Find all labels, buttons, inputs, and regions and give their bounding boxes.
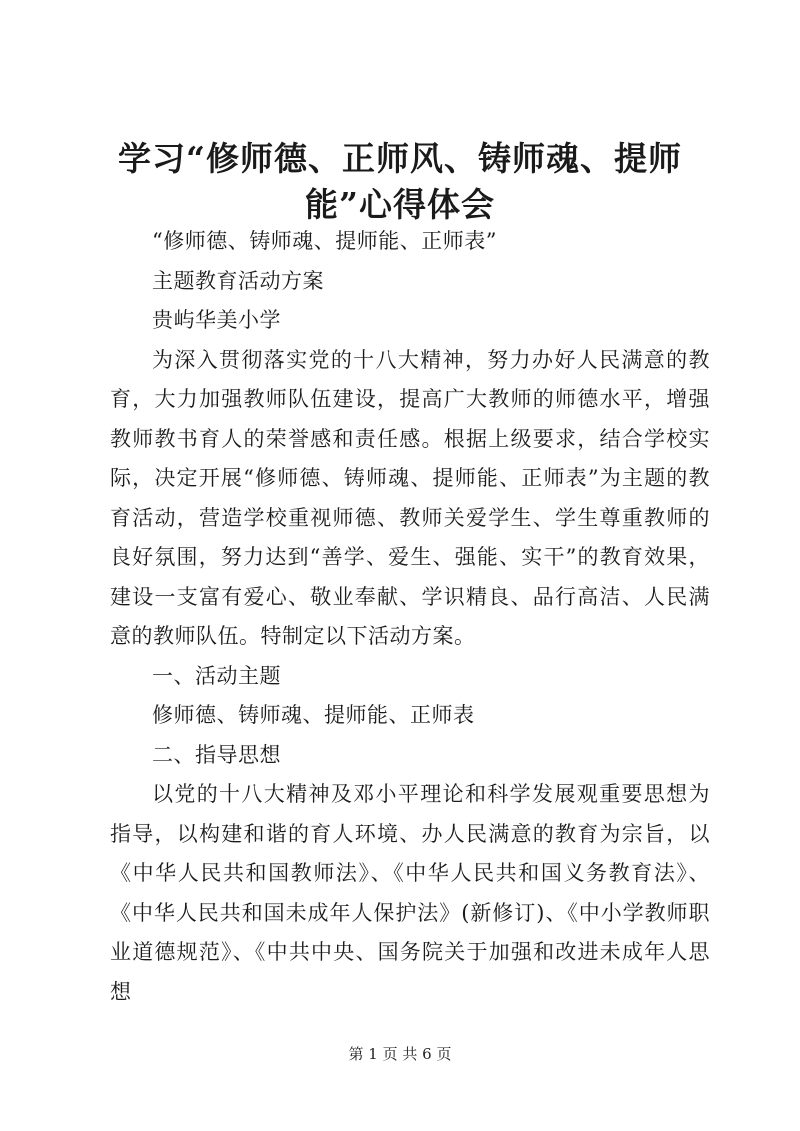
paragraph-theme: 修师德、铸师魂、提师能、正师表 (152, 703, 475, 727)
paragraph-guiding-thought: 以党的十八大精神及邓小平理论和科学发展观重要思想为指导，以构建和谐的育人环境、办人民满意的教育为宗旨，以《中华人民共和国教师法》、《中华人民共和国义务教育法》、《中华人民共和国未成年人保护法》(新修订)、《中小学教师职业道德规范》、《中共中央、国务院关于加强和改进未成年人思想 (110, 782, 710, 1004)
section-heading-guiding-thought: 二、指导思想 (152, 742, 281, 767)
paragraph-subtitle-quote: “修师德、铸师魂、提师能、正师表” (152, 229, 497, 253)
document-body (110, 222, 710, 1012)
document-title: 学习“修师德、正师风、铸师魂、提师能”心得体会 (118, 139, 682, 224)
paragraph-plan-name: 主题教育活动方案 (152, 268, 324, 293)
paragraph-school-name: 贵屿华美小学 (152, 308, 281, 332)
page-number-footer: 第 1 页 共 6 页 (348, 1045, 452, 1063)
paragraph-intro: 为深入贯彻落实党的十八大精神，努力办好人民满意的教育，大力加强教师队伍建设，提高广大教师的师德水平，增强教师教书育人的荣誉感和责任感。根据上级要求，结合学校实际，决定开展“修师德、铸师魂、提师能、正师表”为主题的教育活动，营造学校重视师德、教师关爱学生、学生尊重教师的良好氛围，努力达到“善学、爱生、强能、实干”的教育效果，建设一支富有爱心、敬业奉献、学识精良、品行高洁、人民满意的教师队伍。特制定以下活动方案。 (110, 347, 710, 648)
section-heading-theme: 一、活动主题 (152, 663, 281, 688)
